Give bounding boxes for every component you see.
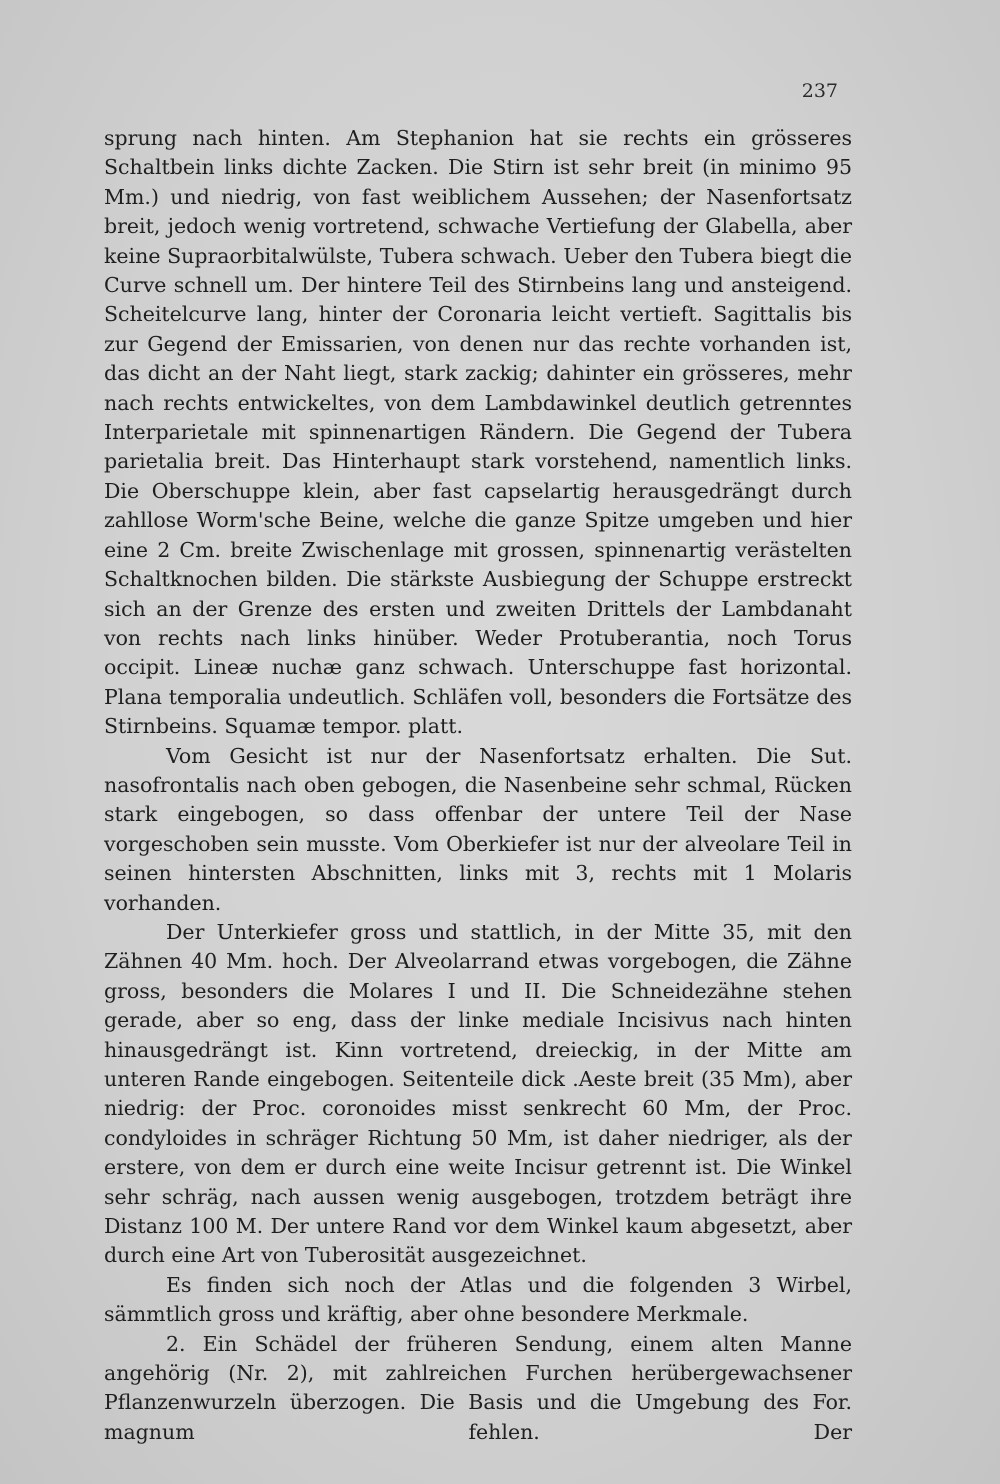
page-number: 237	[801, 80, 838, 102]
body-text	[104, 124, 852, 1447]
paragraph-3: Der Unterkiefer gross und stattlich, in der Mitte 35, mit den Zähnen 40 Mm. hoch. Der Alveolarrand etwas vorgebogen, die Zähne gross, besonders die Molares I und II. Die Schneidezähne stehen gerade, aber so eng, dass der linke mediale Incisivus nach hinten hinausgedrängt ist. Kinn vortretend, dreieckig, in der Mitte am unteren Rande eingebogen. Seitenteile dick .Aeste breit (35 Mm), aber niedrig: der Proc. coronoides misst senkrecht 60 Mm, der Proc. condyloides in schräger Richtung 50 Mm, ist daher niedriger, als der erstere, von dem er durch eine weite Incisur getrennt ist. Die Winkel sehr schräg, nach aussen wenig ausgebogen, trotzdem beträgt ihre Distanz 100 M. Der untere Rand vor dem Winkel kaum abgesetzt, aber durch eine Art von Tuberosität ausgezeichnet.	[104, 919, 852, 1268]
paragraph-4: Es finden sich noch der Atlas und die folgenden 3 Wirbel, sämmtlich gross und kräftig, aber ohne besondere Merkmale.	[104, 1272, 852, 1327]
paragraph-1: sprung nach hinten. Am Stephanion hat sie rechts ein grösseres Schaltbein links dichte Zacken. Die Stirn ist sehr breit (in minimo 95 Mm.) und niedrig, von fast weiblichem Aussehen; der Nasenfortsatz breit, jedoch wenig vortretend, schwache Vertiefung der Glabella, aber keine Supraorbitalwülste, Tubera schwach. Ueber den Tubera biegt die Curve schnell um. Der hintere Teil des Stirnbeins lang und ansteigend. Scheitelcurve lang, hinter der Coronaria leicht vertieft. Sagittalis bis zur Gegend der Emissarien, von denen nur das rechte vorhanden ist, das dicht an der Naht liegt, stark zackig; dahinter ein grösseres, mehr nach rechts entwickeltes, von dem Lambdawinkel deutlich getrenntes Interparietale mit spinnenartigen Rändern. Die Gegend der Tubera parietalia breit. Das Hinterhaupt stark vorstehend, namentlich links. Die Oberschuppe klein, aber fast capselartig herausgedrängt durch zahllose Worm'sche Beine, welche die ganze Spitze umgeben und hier eine 2 Cm. breite Zwischenlage mit grossen, spinnenartig verästelten Schaltknochen bilden. Die stärkste Ausbiegung der Schuppe erstreckt sich an der Grenze des ersten und zweiten Drittels der Lambdanaht von rechts nach links hinüber. Weder Protuberantia, noch Torus occipit. Lineæ nuchæ ganz schwach. Unterschuppe fast horizontal. Plana temporalia undeutlich. Schläfen voll, besonders die Fortsätze des Stirnbeins. Squamæ tempor. platt.	[104, 126, 852, 739]
paragraph-2: Vom Gesicht ist nur der Nasenfortsatz erhalten. Die Sut. nasofrontalis nach oben gebogen, die Nasenbeine sehr schmal, Rücken stark eingebogen, so dass offenbar der untere Teil der Nase vorgeschoben sein musste. Vom Oberkiefer ist nur der alveolare Teil in seinen hintersten Abschnitten, links mit 3, rechts mit 1 Molaris vorhanden.	[104, 743, 852, 915]
paragraph-5: 2. Ein Schädel der früheren Sendung, einem alten Manne angehörig (Nr. 2), mit zahlreichen Furchen herübergewachsener Pflanzenwurzeln überzogen. Die Basis und die Umgebung des For. magnum fehlen. Der	[104, 1331, 852, 1444]
